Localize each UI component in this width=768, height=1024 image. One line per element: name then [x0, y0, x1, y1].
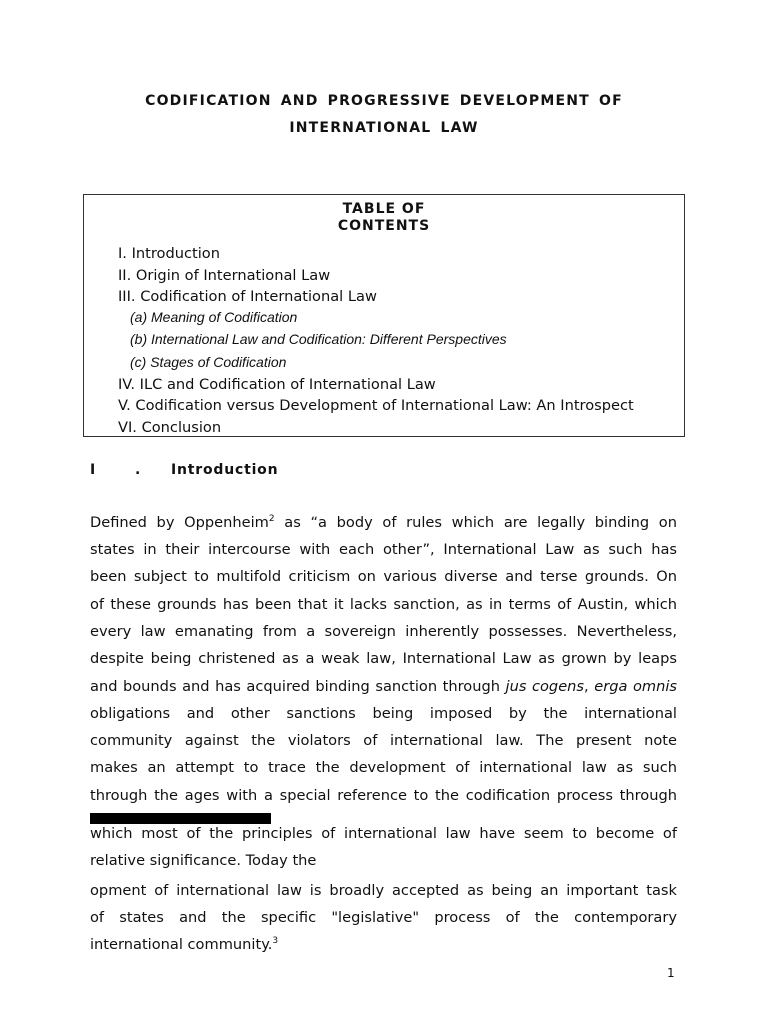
page-number: 1: [667, 966, 675, 980]
body-line: through the ages with a special reference to the codification process through: [90, 787, 677, 804]
italic-term: erga omnis: [594, 678, 677, 695]
body-line: of states and the specific "legislative" process of the contemporary: [90, 909, 677, 926]
body-line: obligations and other sanctions being imposed by the international: [90, 705, 677, 722]
body-line: [90, 678, 677, 696]
toc-item-introduction[interactable]: I. Introduction: [118, 245, 220, 262]
body-line: relative significance. Today the: [90, 852, 317, 869]
body-text: Defined by Oppenheim: [90, 514, 269, 531]
section-title: Introduction: [171, 462, 279, 478]
toc-item-ilc[interactable]: IV. ILC and Codification of International Law: [118, 376, 436, 393]
body-line: [90, 514, 677, 532]
section-number-dot: .: [135, 462, 141, 478]
body-line: community against the violators of international law. The present note: [90, 732, 677, 749]
table-of-contents: [83, 194, 685, 437]
body-line: [90, 936, 677, 954]
body-line: despite being christened as a weak law, International Law as grown by leaps: [90, 650, 677, 667]
body-line: which most of the principles of international law have seem to become of: [90, 825, 677, 842]
body-line: been subject to multifold criticism on various diverse and terse grounds. On: [90, 568, 677, 585]
document-title-line-2: INTERNATIONAL LAW: [289, 120, 479, 136]
toc-subitem-meaning[interactable]: (a) Meaning of Codification: [130, 309, 298, 325]
body-line: every law emanating from a sovereign inherently possesses. Nevertheless,: [90, 623, 677, 640]
body-line: of these grounds has been that it lacks sanction, as in terms of Austin, which: [90, 596, 677, 613]
body-line: makes an attempt to trace the development of international law as such: [90, 759, 677, 776]
toc-item-codification-vs-development[interactable]: V. Codification versus Development of International Law: An Introspect: [118, 397, 634, 414]
toc-item-conclusion[interactable]: VI. Conclusion: [118, 419, 222, 436]
body-line: states in their intercourse with each other”, International Law as such has: [90, 541, 677, 558]
footnote-ref[interactable]: 3: [272, 936, 279, 947]
toc-item-codification[interactable]: III. Codification of International Law: [118, 288, 377, 305]
toc-subitem-perspectives[interactable]: (b) International Law and Codification: Different Perspectives: [130, 331, 507, 347]
body-text: ,: [584, 678, 595, 695]
body-text: international community.: [90, 936, 273, 953]
redaction-bar: [90, 813, 271, 824]
italic-term: jus cogens: [505, 678, 585, 695]
body-text: and bounds and has acquired binding sanction through: [90, 678, 506, 695]
footnote-ref[interactable]: 2: [268, 514, 275, 525]
toc-subitem-stages[interactable]: (c) Stages of Codification: [130, 354, 287, 370]
toc-heading-line-2: CONTENTS: [337, 218, 431, 234]
body-line: opment of international law is broadly accepted as being an important task: [90, 882, 677, 899]
document-title-line-1: CODIFICATION AND PROGRESSIVE DEVELOPMENT OF: [145, 93, 623, 109]
body-text: as “a body of rules which are legally binding on: [274, 514, 677, 531]
toc-heading-line-1: TABLE OF: [342, 201, 426, 217]
toc-item-origin[interactable]: II. Origin of International Law: [118, 267, 331, 284]
section-number: I: [90, 462, 96, 478]
